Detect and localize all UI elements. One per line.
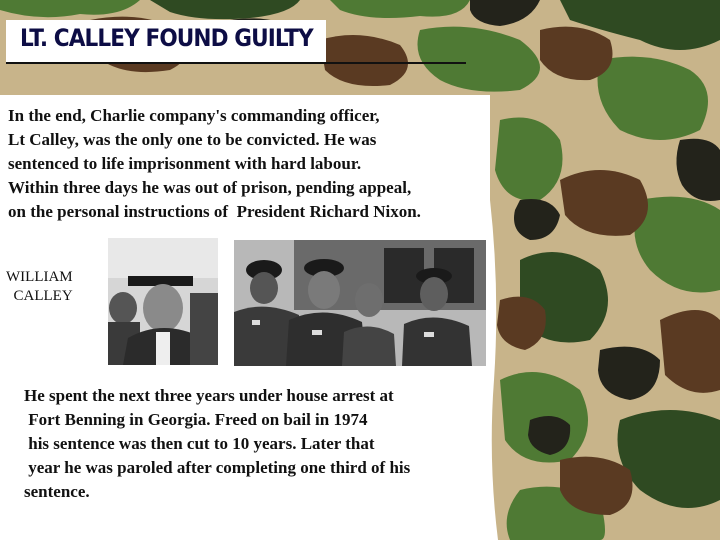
slide-title: LT. CALLEY FOUND GUILTY (20, 24, 313, 52)
photo-caption: WILLIAM CALLEY (6, 269, 73, 304)
calley-portrait-photo (108, 238, 218, 365)
followup-paragraph: He spent the next three years under house arrest at Fort Benning in Georgia. Freed on bail in 1974 his sentence was then cut to 10 years. Later that year he was paroled after completing one third of his sentence. (24, 386, 411, 501)
intro-paragraph: In the end, Charlie company's commanding officer, Lt Calley, was the only one to be convicted. He was sentenced to life imprisonment with hard labour. Within three days he was out of prison, pending appeal, on the personal instructions of President Richard Nixon. (8, 106, 421, 221)
calley-group-photo (234, 240, 486, 366)
title-underline (6, 62, 466, 64)
